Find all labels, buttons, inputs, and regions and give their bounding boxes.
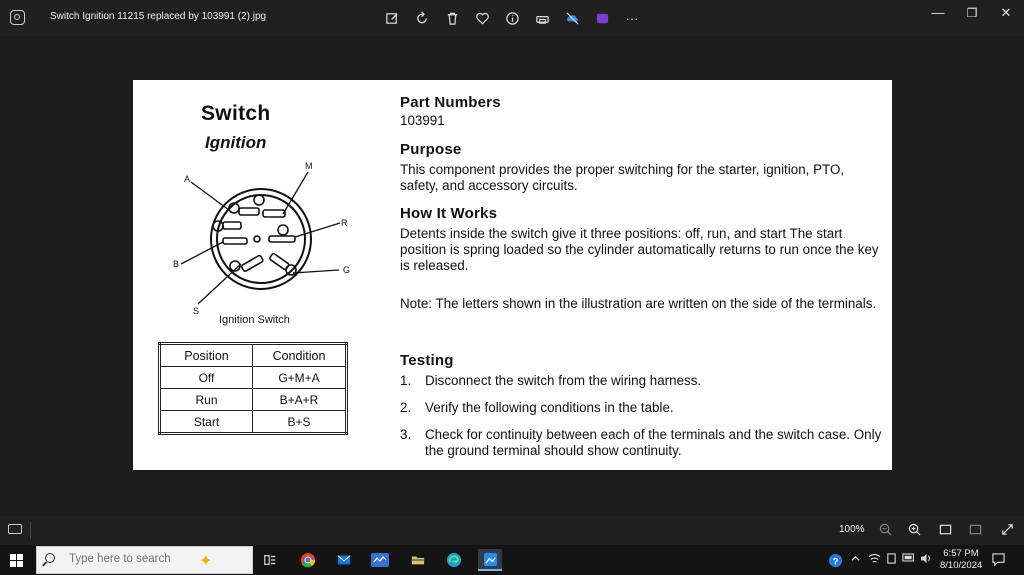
how-it-works-heading: How It Works [400,205,498,222]
restore-button[interactable]: ❐ [966,6,978,20]
clipchamp-icon[interactable] [594,10,610,26]
label-m: M [305,161,313,171]
testing-heading: Testing [400,352,454,369]
mail-icon[interactable] [332,549,356,571]
actual-size-icon[interactable] [968,523,982,537]
conditions-table [158,342,348,435]
diagram-caption: Ignition Switch [219,314,290,326]
clock-date: 8/10/2024 [940,560,983,571]
close-button[interactable]: ✕ [1000,5,1012,20]
taskbar-search[interactable] [36,546,253,574]
device-icon[interactable] [886,553,897,567]
purpose-text: This component provides the proper switching for the starter, ignition, PTO, safety, and accessory circuits. [400,162,845,193]
minimize-button[interactable]: — [931,5,945,20]
viewer-status-bar [0,516,1024,545]
system-clock[interactable] [940,548,982,572]
purpose-heading: Purpose [400,141,462,158]
file-name-title: Switch Ignition 11215 replaced by 103991 (2).jpg [50,11,267,22]
photos-app-icon [10,10,25,25]
table-cell: Run [160,389,253,411]
rotate-icon[interactable] [414,10,430,26]
table-header: Position [160,344,253,367]
fit-to-window-icon[interactable] [938,523,952,537]
network-icon[interactable] [868,553,881,567]
table-cell: B+A+R [253,389,347,411]
clock-time: 6:57 PM [943,548,979,559]
filmstrip-icon[interactable] [8,524,22,534]
doc-title: Switch [201,102,271,125]
table-cell: B+S [253,411,347,434]
step-number: 3. [400,427,412,442]
ignition-switch-diagram [153,152,363,317]
label-g: G [343,265,351,275]
app-icon[interactable] [368,549,392,571]
how-it-works-text: Detents inside the switch give it three positions: off, run, and start The start position is spring loaded so the cylinder automatically returns to run once the key is released. [400,226,879,273]
table-cell: Start [160,411,253,434]
delete-icon[interactable] [444,10,460,26]
table-header-row [160,344,347,367]
label-s: S [193,306,200,316]
chrome-icon[interactable] [296,549,320,571]
table-header: Condition [253,344,347,367]
file-explorer-icon[interactable] [406,549,430,571]
chevron-up-icon[interactable] [851,554,860,566]
search-icon [45,553,55,563]
step-text: Verify the following conditions in the table. [425,400,674,415]
table-row [160,411,347,434]
part-numbers-heading: Part Numbers [400,94,501,111]
table-row [160,367,347,389]
edge-icon[interactable] [442,549,466,571]
step-text: Disconnect the switch from the wiring harness. [425,373,702,388]
zoom-out-icon[interactable] [878,523,892,537]
part-number: 103991 [400,113,445,128]
label-b: B [173,259,180,269]
help-icon[interactable] [828,553,843,571]
full-screen-icon[interactable] [1000,523,1014,537]
table-cell: Off [160,367,253,389]
volume-icon[interactable] [920,553,933,567]
photos-taskbar-icon[interactable] [478,549,502,571]
doc-subtitle: Ignition [205,133,267,152]
notifications-icon[interactable] [992,553,1005,569]
onedrive-icon[interactable] [564,10,580,26]
edit-icon[interactable] [384,10,400,26]
search-highlight-icon: ✦ [199,553,213,570]
task-view-icon[interactable] [258,549,282,571]
divider [30,522,31,539]
label-r: R [341,218,348,228]
note-text: Note: The letters shown in the illustration are written on the side of the terminals. [400,296,877,311]
table-cell: G+M+A [253,367,347,389]
step-number: 1. [400,373,412,388]
info-icon[interactable] [504,10,520,26]
zoom-in-icon[interactable] [907,523,921,537]
document-image [133,80,892,470]
image-viewer[interactable] [0,36,1024,516]
search-input[interactable] [67,552,191,566]
table-row [160,389,347,411]
title-bar [0,0,1024,36]
step-number: 2. [400,400,412,415]
windows-start-icon[interactable] [10,554,23,567]
label-a: A [184,174,191,184]
more-icon[interactable]: ··· [625,10,639,26]
favorite-icon[interactable] [474,10,490,26]
zoom-level[interactable]: 100% [839,524,865,535]
step-text: Check for continuity between each of the terminals and the switch case. Only the ground terminal should show continuity. [425,427,882,458]
svg-text:?: ? [832,556,839,567]
windows-taskbar [0,545,1024,575]
print-icon[interactable] [534,10,550,26]
battery-icon[interactable] [902,553,916,565]
